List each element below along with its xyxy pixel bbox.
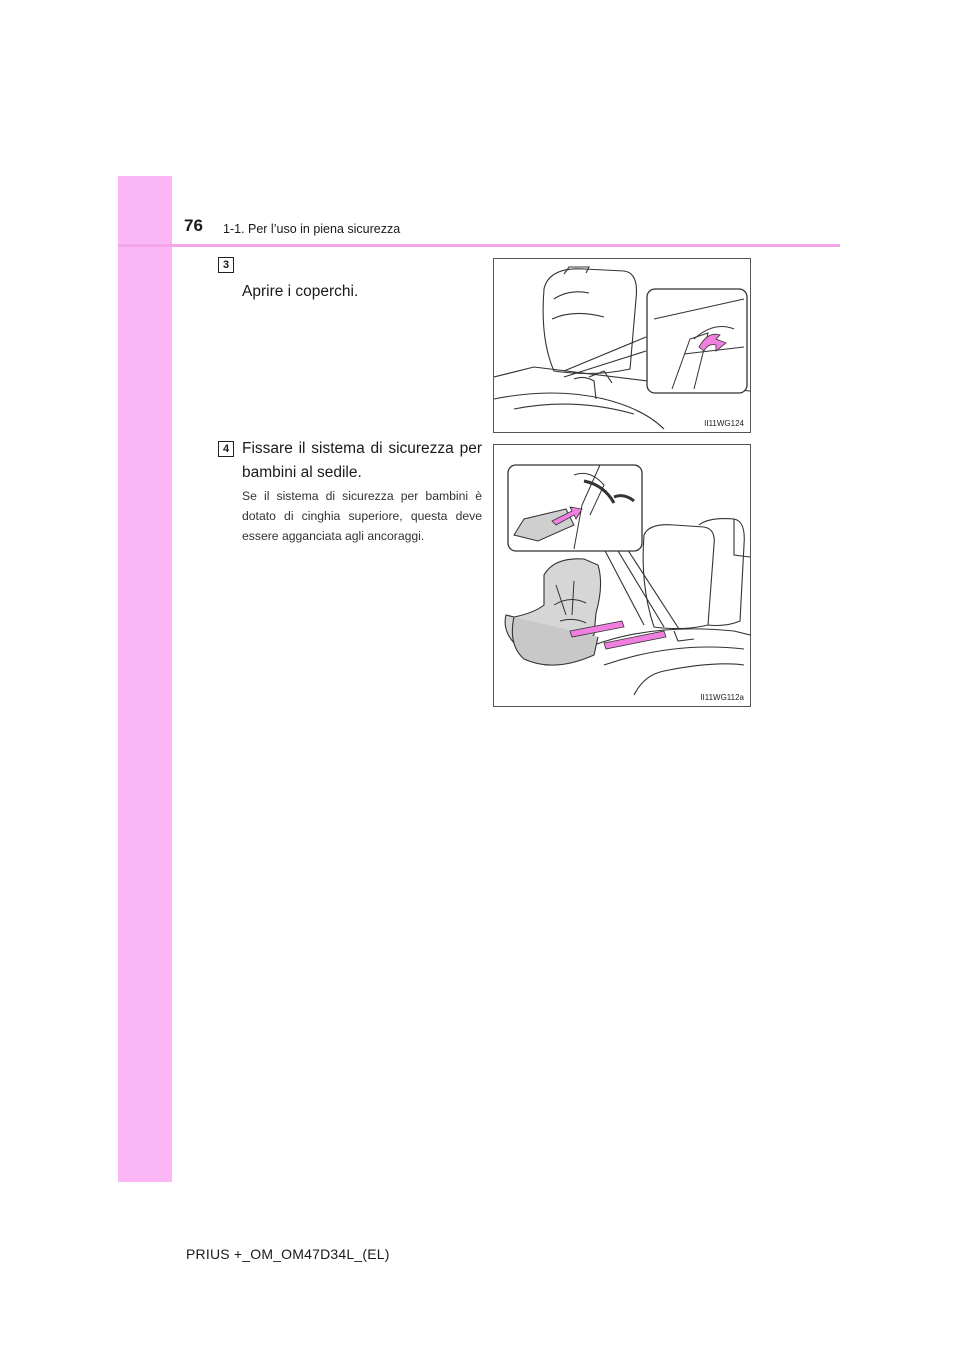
figure-code: II11WG124 [704, 419, 744, 428]
side-tab-bar [118, 176, 172, 1182]
illustration-open-covers [493, 258, 751, 433]
step-instruction: Aprire i coperchi. [242, 283, 359, 300]
footer-model-code: PRIUS +_OM_OM47D34L_(EL) [186, 1246, 390, 1262]
header-rule [118, 244, 840, 247]
section-title: 1-1. Per l’uso in piena sicurezza [223, 222, 401, 236]
step-note: Se il sistema di sicurezza per bambini è dotato di cinghia superiore, questa deve essere agganciata agli ancoraggi. [242, 489, 482, 543]
page-number: 76 [184, 216, 203, 235]
figure-code: II11WG112a [700, 693, 744, 702]
step-number-badge: 4 [218, 441, 234, 457]
illustration-attach-child-seat [493, 444, 751, 707]
step-instruction: Fissare il sistema di sicurezza per bambini al sedile. [242, 440, 482, 481]
step-number-badge: 3 [218, 257, 234, 273]
